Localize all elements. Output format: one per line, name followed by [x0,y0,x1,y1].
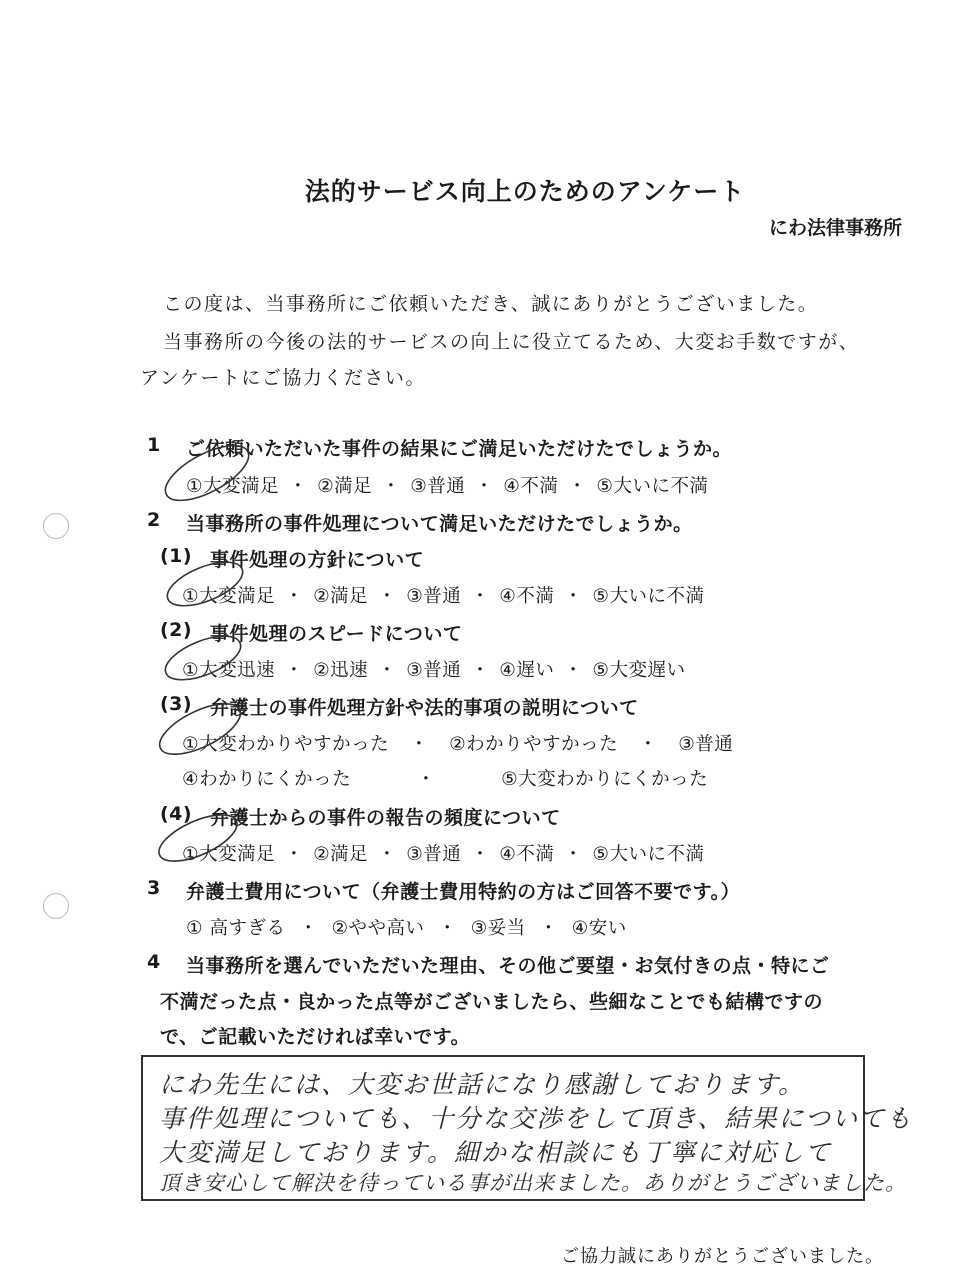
question-4-line-3: で、ご記載いただければ幸いです。 [160,1026,471,1048]
q1-option-5[interactable]: ⑤大いに不満 [596,476,709,497]
q2-2-option-3[interactable]: ③普通 [406,660,462,681]
handwritten-line-3: 大変満足しております。細かな相談にも丁寧に対応して [159,1138,833,1167]
q3-option-1[interactable]: ① 高すぎる [186,918,286,939]
question-4-line-2: 不満だった点・良かった点等がございましたら、些細なことでも結構ですの [160,991,824,1013]
separator: ・ [638,734,658,755]
q2-2-option-1[interactable]: ①大変迅速 [182,660,276,681]
separator: ・ [416,769,436,790]
q3-option-3[interactable]: ③妥当 [470,918,526,939]
question-3-options [186,914,627,940]
handwritten-line-1: にわ先生には、大変お世話になり感謝しております。 [159,1070,806,1099]
q2-2-option-4[interactable]: ④遅い [499,660,555,681]
closing-thanks: ご協力誠にありがとうございました。 [561,1246,884,1267]
intro-line-1: この度は、当事務所にご依頼いただき、誠にありがとうございました。 [163,293,819,315]
q2-sub3-options-row1 [182,730,733,756]
question-1-number: 1 [147,434,161,456]
law-office-name: にわ法律事務所 [768,217,902,239]
q2-4-option-4[interactable]: ④不満 [499,844,555,865]
q2-sub2-options [182,656,685,682]
q2-2-option-5[interactable]: ⑤大変遅い [592,660,686,681]
q2-sub3-options-row2 [182,765,708,791]
free-comment-box[interactable] [141,1055,914,1201]
q2-sub3-text: 弁護士の事件処理方針や法的事項の説明について [210,697,639,719]
q1-option-2[interactable]: ②満足 [317,476,373,497]
separator: ・ [377,660,397,681]
separator: ・ [563,844,583,865]
separator: ・ [563,660,583,681]
separator: ・ [381,476,401,497]
q2-sub4-text: 弁護士からの事件の報告の頻度について [210,807,561,829]
question-1-options [186,472,708,498]
q2-2-option-2[interactable]: ②迅速 [313,660,369,681]
q2-sub4-options [182,840,704,866]
q1-option-3[interactable]: ③普通 [410,476,466,497]
q2-1-option-4[interactable]: ④不満 [499,586,555,607]
survey-title: 法的サービス向上のためのアンケート [304,177,746,206]
punch-hole [43,513,69,539]
question-2-number: 2 [147,509,161,531]
q2-1-option-2[interactable]: ②満足 [313,586,369,607]
q2-sub4-label: (4) [160,803,193,825]
q3-option-2[interactable]: ②やや高い [331,918,425,939]
question-1-text: ご依頼いただいた事件の結果にご満足いただけたでしょうか。 [186,438,733,460]
intro-line-3: アンケートにご協力ください。 [140,367,426,389]
separator: ・ [563,586,583,607]
q2-sub1-text: 事件処理の方針について [210,549,425,571]
q2-sub1-label: (1) [160,545,193,567]
separator: ・ [438,918,458,939]
q3-option-4[interactable]: ④安い [571,918,627,939]
q1-option-4[interactable]: ④不満 [503,476,559,497]
q2-sub2-text: 事件処理のスピードについて [210,623,463,645]
separator: ・ [470,660,490,681]
separator: ・ [377,586,397,607]
q2-4-option-3[interactable]: ③普通 [406,844,462,865]
q2-3-option-2[interactable]: ②わかりやすかった [449,734,619,755]
question-4-line-1: 当事務所を選んでいただいた理由、その他ご要望・お気付きの点・特にご [186,955,830,977]
separator: ・ [470,844,490,865]
intro-line-2: 当事務所の今後の法的サービスの向上に役立てるため、大変お手数ですが、 [163,331,860,353]
q2-sub2-label: (2) [160,619,193,641]
separator: ・ [377,844,397,865]
q2-3-option-5[interactable]: ⑤大変わかりにくかった [501,769,709,790]
q2-1-option-5[interactable]: ⑤大いに不満 [592,586,705,607]
q2-3-option-4[interactable]: ④わかりにくかった [182,769,352,790]
q2-4-option-2[interactable]: ②満足 [313,844,369,865]
q1-option-1[interactable]: ①大変満足 [186,476,280,497]
separator: ・ [298,918,318,939]
separator: ・ [288,476,308,497]
q2-3-option-1[interactable]: ①大変わかりやすかった [182,734,390,755]
q2-1-option-3[interactable]: ③普通 [406,586,462,607]
handwritten-line-4: 頂き安心して解決を待っている事が出来ました。ありがとうございました。 [159,1171,907,1195]
question-3-number: 3 [147,877,161,899]
q2-4-option-1[interactable]: ①大変満足 [182,844,276,865]
separator: ・ [474,476,494,497]
separator: ・ [470,586,490,607]
separator: ・ [539,918,559,939]
q2-1-option-1[interactable]: ①大変満足 [182,586,276,607]
separator: ・ [284,660,304,681]
separator: ・ [284,844,304,865]
q2-3-option-3[interactable]: ③普通 [678,734,734,755]
punch-hole [43,893,69,919]
handwritten-line-2: 事件処理についても、十分な交渉をして頂き、結果についても [159,1104,914,1133]
q2-sub1-options [182,582,704,608]
separator: ・ [284,586,304,607]
q2-4-option-5[interactable]: ⑤大いに不満 [592,844,705,865]
q2-sub3-label: (3) [160,693,193,715]
separator: ・ [567,476,587,497]
question-2-text: 当事務所の事件処理について満足いただけたでしょうか。 [186,513,693,535]
question-4-number: 4 [147,951,161,973]
separator: ・ [409,734,429,755]
question-3-text: 弁護士費用について（弁護士費用特約の方はご回答不要です。） [186,881,741,903]
